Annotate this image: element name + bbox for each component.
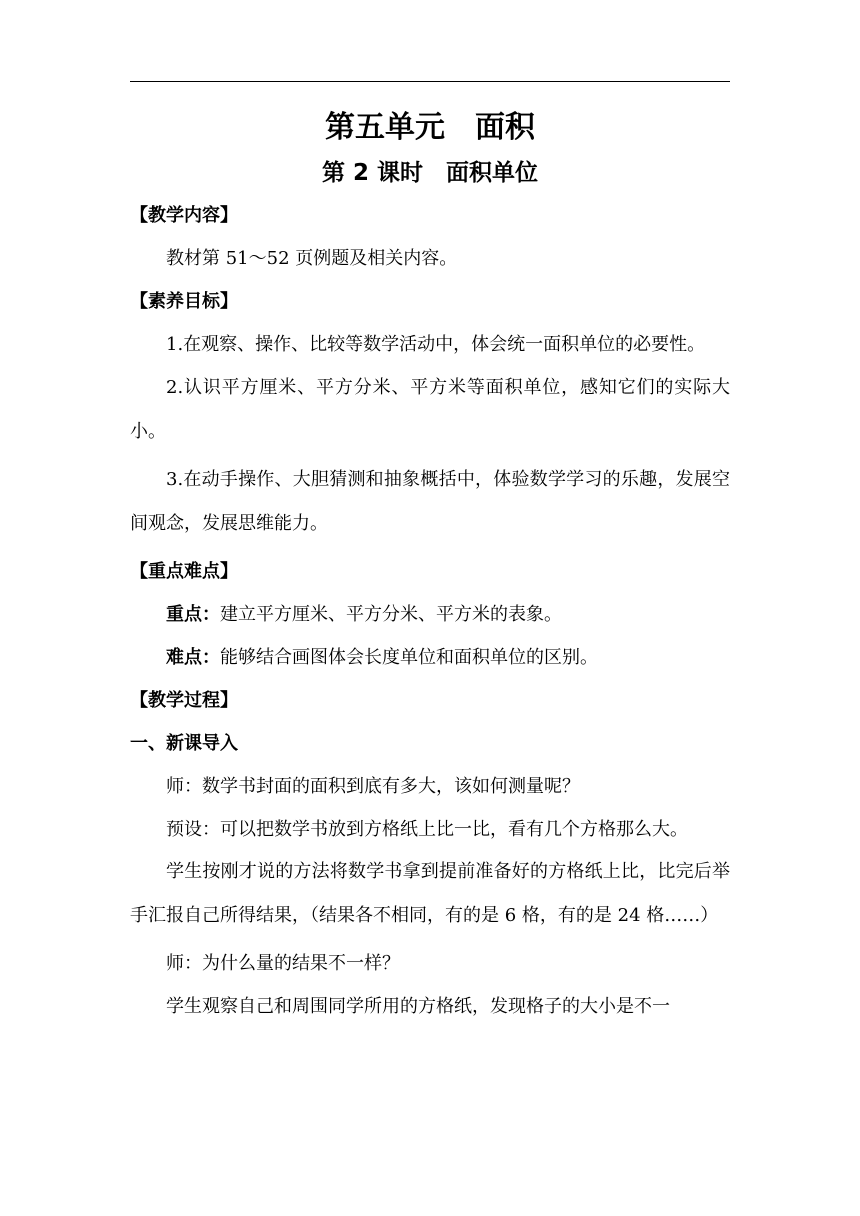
goal-item: 3.在动手操作、大胆猜测和抽象概括中，体验数学学习的乐趣，发展空间观念，发展思维能力。 xyxy=(130,469,730,534)
difficult-text: 能够结合画图体会长度单位和面积单位的区别。 xyxy=(220,647,598,668)
key-heading: 【重点难点】 xyxy=(130,561,238,582)
difficult-point xyxy=(130,644,730,672)
part1-heading: 一、新课导入 xyxy=(130,733,238,754)
goal-item: 1.在观察、操作、比较等数学活动中，体会统一面积单位的必要性。 xyxy=(166,334,706,355)
process-paragraph: 预设：可以把数学书放到方格纸上比一比，看有几个方格那么大。 xyxy=(166,819,688,840)
goal-item: 2.认识平方厘米、平方分米、平方米等面积单位，感知它们的实际大小。 xyxy=(130,377,730,442)
content-heading: 【教学内容】 xyxy=(130,205,238,226)
key-label: 重点： xyxy=(166,604,220,625)
process-paragraph: 学生观察自己和周围同学所用的方格纸，发现格子的大小是不一 xyxy=(166,996,670,1017)
process-paragraph: 学生按刚才说的方法将数学书拿到提前准备好的方格纸上比，比完后举手汇报自己所得结果，（结果各不相同，有的是 6 格，有的是 24 格……） xyxy=(130,861,730,926)
document-body xyxy=(130,104,730,1021)
key-point xyxy=(130,601,730,629)
goals-heading: 【素养目标】 xyxy=(130,291,238,312)
process-heading: 【教学过程】 xyxy=(130,690,238,711)
content-text: 教材第 51～52 页例题及相关内容。 xyxy=(166,248,458,269)
key-text: 建立平方厘米、平方分米、平方米的表象。 xyxy=(220,604,562,625)
lesson-title: 第 2 课时 面积单位 xyxy=(321,160,539,186)
difficult-label: 难点： xyxy=(166,647,220,668)
process-paragraph: 师：数学书封面的面积到底有多大，该如何测量呢？ xyxy=(166,776,580,797)
header-rule xyxy=(130,81,730,82)
unit-title: 第五单元 面积 xyxy=(325,110,535,145)
process-paragraph: 师：为什么量的结果不一样？ xyxy=(166,953,400,974)
